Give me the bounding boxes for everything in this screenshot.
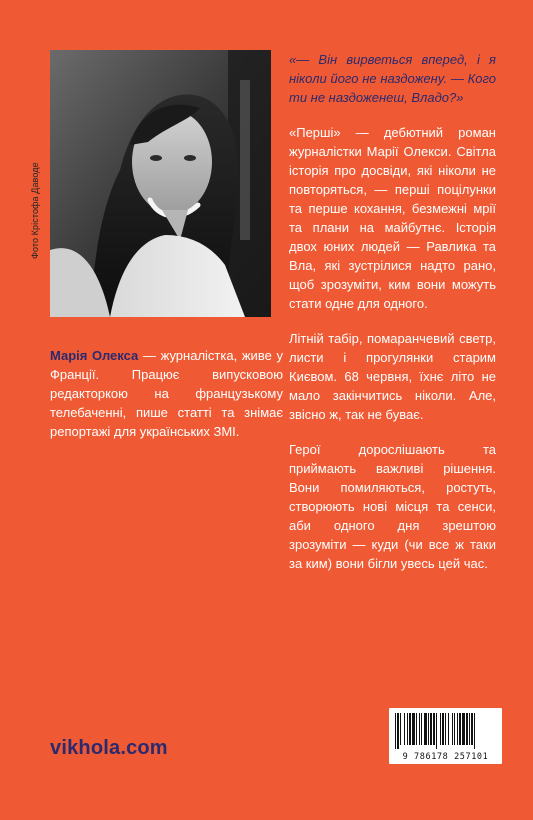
blurb-column <box>289 50 496 589</box>
barcode-bar <box>412 713 415 745</box>
barcode-bar <box>471 713 473 745</box>
barcode-bar <box>416 713 417 745</box>
blurb-paragraph-3: Герої дорослішають та приймають важливі рішення. Вони помиляються, ростуть, створюють нові місця та сенси, аби одного дня зрештою зрозуміти — куди (чи все ж таки за ким) вони бігли увесь цей час. <box>289 442 496 571</box>
author-name: Марія Олекса <box>50 348 139 363</box>
barcode-bar <box>466 713 468 745</box>
author-bio-text: — журналістка, живе у Франції. Працює випусковою редакторкою на французькому телебаченні, пише статті та знімає репортажі для українських ЗМІ. <box>50 348 283 439</box>
isbn-number: 9 786178 257101 <box>402 752 489 762</box>
barcode-bar <box>428 713 429 745</box>
blurb-paragraph-2: Літній табір, помаранчевий светр, листи і прогулянки старим Києвом. 68 червня, їхнє літо не мало закінчитись ніколи. Але, звісно ж, так не буває. <box>289 331 496 422</box>
isbn-barcode <box>389 708 502 764</box>
barcode-icon <box>395 713 496 749</box>
barcode-bar <box>404 713 405 745</box>
barcode-bar <box>430 713 432 745</box>
author-bio <box>50 346 283 441</box>
barcode-bar <box>462 713 465 745</box>
barcode-bar <box>448 713 449 745</box>
publisher-website[interactable]: vikhola.com <box>50 737 168 759</box>
blurb-paragraph-1: «Перші» — дебютний роман журналістки Марії Олекси. Світла історія про досвіди, які ніколи не повторяться, — перші поцілунки та перше кохання, безмежні мрії та плани на майбутнє. Історія двох юних людей — Равлика та Вла, які зустрілися надто рано, щоб зрозуміти, ким вони можуть стати одне для одного. <box>289 125 496 311</box>
barcode-bar <box>454 713 455 745</box>
barcode-bar <box>457 713 458 745</box>
barcode-bar <box>433 713 435 745</box>
barcode-bar <box>397 713 399 749</box>
barcode-bar <box>409 713 411 745</box>
barcode-bar <box>421 713 422 745</box>
barcode-bar <box>452 713 453 745</box>
barcode-bar <box>395 713 396 749</box>
barcode-bar <box>424 713 427 745</box>
barcode-bar <box>469 713 470 745</box>
barcode-bar <box>442 713 444 745</box>
author-photo <box>50 50 271 317</box>
barcode-bar <box>436 713 437 749</box>
blurb-quote: «— Він вирветься вперед, і я ніколи його не наздожену. — Кого ти не наздоженеш, Владо?» <box>289 52 496 105</box>
barcode-bar <box>407 713 408 745</box>
photo-credit: Фото Крістофа Даводе <box>30 162 40 259</box>
barcode-bar <box>459 713 461 745</box>
barcode-bar <box>445 713 446 745</box>
barcode-bar <box>474 713 475 749</box>
barcode-bar <box>440 713 441 745</box>
portrait-icon <box>50 50 271 317</box>
barcode-bar <box>400 713 401 745</box>
barcode-bar <box>419 713 420 745</box>
